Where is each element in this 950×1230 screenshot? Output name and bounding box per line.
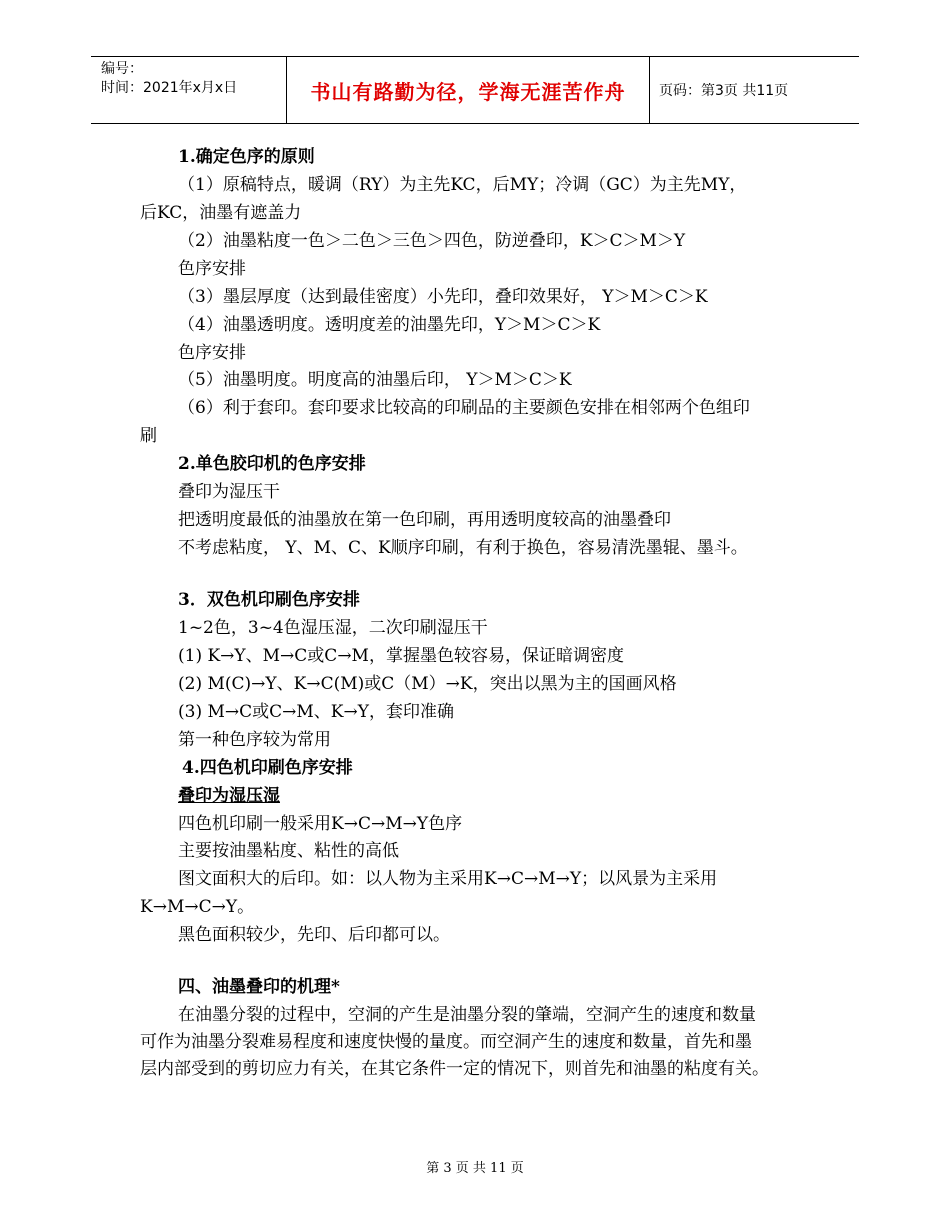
- paragraph-line: 黑色面积较少，先印、后印都可以。: [178, 925, 450, 945]
- underlined-subheading: 叠印为湿压湿: [178, 786, 280, 806]
- paragraph-line: 四色机印刷一般采用K→C→M→Y色序: [178, 814, 463, 834]
- paragraph-line: 叠印为湿压干: [178, 482, 280, 502]
- paragraph-line: 色序安排: [178, 343, 246, 363]
- paragraph-line: (1) K→Y、M→C或C→M，掌握墨色较容易，保证暗调密度: [178, 646, 624, 666]
- section-heading: 4.四色机印刷色序安排: [182, 758, 353, 778]
- paragraph-line: (3) M→C或C→M、K→Y，套印准确: [178, 702, 454, 722]
- paragraph-line: 图文面积大的后印。如：以人物为主采用K→C→M→Y；以风景为主采用: [178, 869, 718, 889]
- paragraph-line: (2) M(C)→Y、K→C(M)或C（M）→K，突出以黑为主的国画风格: [178, 674, 677, 694]
- paragraph-line: 可作为油墨分裂难易程度和速度快慢的量度。而空洞产生的速度和数量，首先和墨: [140, 1032, 752, 1052]
- paragraph-line: 不考虑粘度， Y、M、C、K顺序印刷，有利于换色，容易清洗墨辊、墨斗。: [178, 538, 748, 558]
- paragraph-line: 主要按油墨粘度、粘性的高低: [178, 841, 399, 861]
- paragraph-line: （1）原稿特点，暖调（RY）为主先KC，后MY；冷调（GC）为主先MY，: [178, 175, 747, 195]
- paragraph-line: 1~2色，3~4色湿压湿，二次印刷湿压干: [178, 618, 488, 638]
- paragraph-line: 刷: [140, 426, 157, 446]
- serial-label: 编号：: [101, 61, 143, 77]
- paragraph-line: （2）油墨粘度一色＞二色＞三色＞四色，防逆叠印，K＞C＞M＞Y: [178, 231, 686, 251]
- header-page-info: 页码：第3页 共11页: [659, 83, 789, 99]
- section-heading: 3．双色机印刷色序安排: [178, 590, 360, 610]
- paragraph-line: 第一种色序较为常用: [178, 730, 331, 750]
- time-label: 时间：2021年x月x日: [101, 80, 238, 96]
- paragraph-line: K→M→C→Y。: [140, 897, 255, 917]
- header-meta: [101, 60, 237, 98]
- paragraph-line: （4）油墨透明度。透明度差的油墨先印，Y＞M＞C＞K: [178, 315, 601, 335]
- paragraph-line: 层内部受到的剪切应力有关，在其它条件一定的情况下，则首先和油墨的粘度有关。: [140, 1059, 769, 1079]
- paragraph-line: 在油墨分裂的过程中，空洞的产生是油墨分裂的肇端，空洞产生的速度和数量: [178, 1005, 756, 1025]
- section-heading: 1.确定色序的原则: [178, 147, 315, 167]
- header-divider: [649, 57, 650, 123]
- page-footer: 第 3 页 共 11 页: [426, 1161, 524, 1176]
- paragraph-line: 把透明度最低的油墨放在第一色印刷，再用透明度较高的油墨叠印: [178, 510, 671, 530]
- section-heading: 2.单色胶印机的色序安排: [178, 454, 366, 474]
- paragraph-line: （5）油墨明度。明度高的油墨后印， Y＞M＞C＞K: [178, 370, 572, 390]
- page-header: [91, 56, 859, 124]
- paragraph-line: 色序安排: [178, 259, 246, 279]
- paragraph-line: （3）墨层厚度（达到最佳密度）小先印，叠印效果好， Y＞M＞C＞K: [178, 287, 708, 307]
- paragraph-line: 后KC，油墨有遮盖力: [140, 203, 302, 223]
- paragraph-line: （6）利于套印。套印要求比较高的印刷品的主要颜色安排在相邻两个色组印: [178, 398, 750, 418]
- header-motto: 书山有路勤为径，学海无涯苦作舟: [310, 80, 626, 104]
- section-heading: 四、油墨叠印的机理*: [178, 977, 340, 997]
